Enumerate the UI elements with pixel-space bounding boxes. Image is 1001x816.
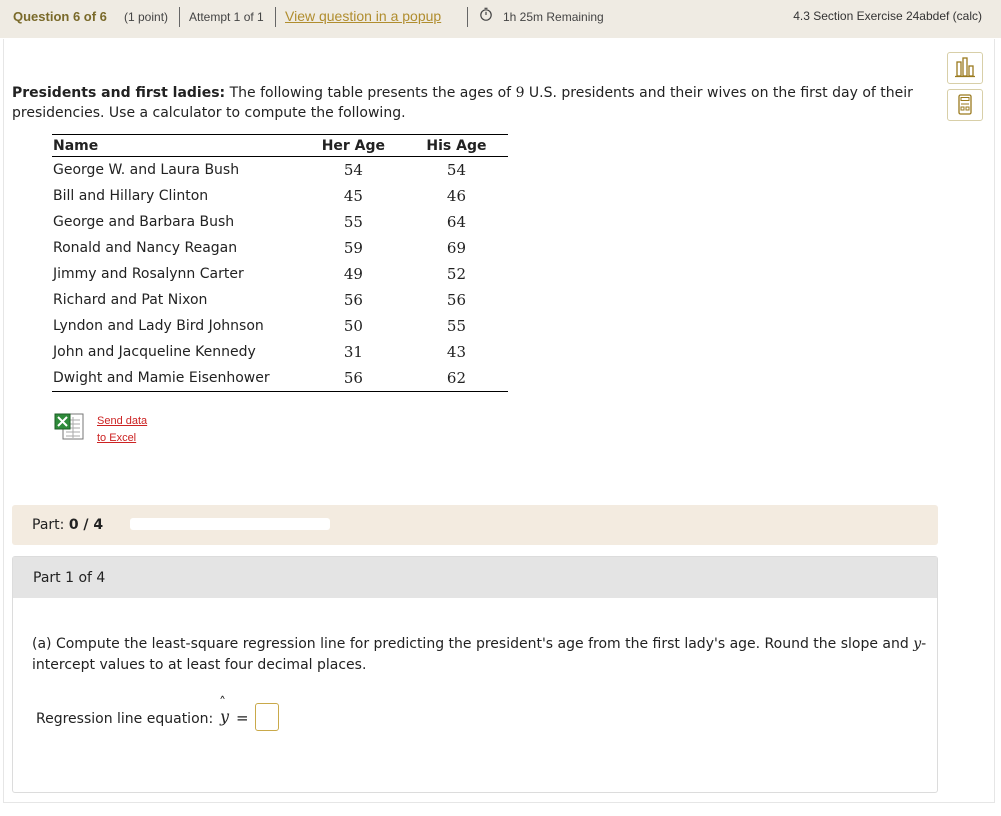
table-row — [52, 261, 508, 287]
attempt-count: Attempt 1 of 1 — [189, 10, 264, 24]
table-body — [52, 157, 508, 392]
cell-her-age: 49 — [343, 265, 363, 283]
cell-name: Dwight and Mamie Eisenhower — [53, 370, 270, 386]
header-divider — [467, 7, 468, 27]
table-row — [52, 365, 508, 392]
column-header-name: Name — [52, 135, 302, 157]
excel-icon[interactable] — [54, 411, 86, 442]
cell-name: George and Barbara Bush — [53, 214, 235, 230]
table-row — [52, 313, 508, 339]
cell-his-age: 43 — [446, 343, 466, 361]
cell-his-age: 64 — [446, 213, 466, 231]
cell-name: Bill and Hillary Clinton — [53, 188, 209, 204]
cell-her-age: 55 — [343, 213, 363, 231]
y-hat: y — [220, 707, 230, 726]
intro-text: The following table presents the ages of — [225, 85, 516, 101]
cell-his-age: 52 — [446, 265, 466, 283]
cell-her-age: 31 — [343, 343, 363, 361]
cell-name: George W. and Laura Bush — [53, 162, 240, 178]
stopwatch-icon — [479, 7, 493, 21]
y-variable: y — [913, 636, 922, 652]
table-row — [52, 287, 508, 313]
cell-name: John and Jacqueline Kennedy — [53, 344, 256, 360]
part-title: Part 1 of 4 — [33, 570, 106, 586]
question-number: Question 6 of 6 — [13, 9, 107, 24]
statistics-tool-button[interactable] — [947, 52, 983, 84]
cell-his-age: 54 — [446, 161, 466, 179]
send-to-excel-link[interactable] — [97, 413, 147, 447]
bar-chart-icon — [948, 53, 982, 83]
calculator-tool-button[interactable] — [947, 89, 983, 121]
excel-link-line[interactable]: to Excel — [97, 432, 137, 444]
part-header — [13, 557, 937, 598]
cell-name: Richard and Pat Nixon — [53, 292, 208, 308]
column-header-his-age: His Age — [405, 135, 508, 157]
cell-her-age: 56 — [343, 291, 363, 309]
cell-her-age: 50 — [343, 317, 363, 335]
cell-name: Lyndon and Lady Bird Johnson — [53, 318, 264, 334]
answer-input[interactable] — [255, 703, 279, 731]
cell-her-age: 56 — [343, 369, 363, 387]
cell-her-age: 54 — [343, 161, 363, 179]
cell-her-age: 45 — [343, 187, 363, 205]
column-header-her-age: Her Age — [302, 135, 405, 157]
question-text: -intercept values to at least four decimal places. — [32, 636, 927, 673]
table-row — [52, 183, 508, 209]
equals-sign: = — [236, 709, 249, 727]
table-row — [52, 235, 508, 261]
ages-table — [52, 134, 508, 392]
header-divider — [275, 7, 276, 27]
table-row — [52, 209, 508, 235]
part-progress-text: Part: — [32, 517, 65, 533]
part-progress-label — [32, 517, 103, 533]
question-points: (1 point) — [124, 10, 169, 24]
progress-track — [130, 518, 330, 530]
equation-label: Regression line equation: — [36, 711, 214, 727]
cell-his-age: 55 — [446, 317, 466, 335]
time-remaining: 1h 25m Remaining — [503, 10, 604, 24]
part-question — [32, 634, 927, 676]
cell-her-age: 59 — [343, 239, 363, 257]
section-title: 4.3 Section Exercise 24abdef (calc) — [793, 9, 982, 23]
intro-count: 9 — [515, 85, 525, 101]
question-text: (a) Compute the least-square regression line for predicting the president's age from the first lady's age. Round the slope and — [32, 636, 914, 652]
excel-link-line[interactable]: Send data — [97, 415, 148, 427]
cell-his-age: 62 — [446, 369, 466, 387]
part-panel — [12, 556, 938, 793]
intro-lead: Presidents and first ladies: — [12, 85, 226, 101]
intro-text: U.S. presidents and their wives on the first day of their presidencies. Use a calculator to compute the following. — [12, 85, 913, 121]
table-row — [52, 339, 508, 365]
cell-his-age: 69 — [446, 239, 466, 257]
part-progress-bar — [12, 505, 938, 545]
question-header — [0, 0, 1001, 38]
view-popup-link[interactable]: View question in a popup — [285, 8, 442, 24]
cell-his-age: 56 — [446, 291, 466, 309]
table-row — [52, 157, 508, 184]
problem-intro — [12, 83, 932, 123]
header-divider — [179, 7, 180, 27]
table-header-row — [52, 135, 508, 157]
part-progress-value: 0 / 4 — [68, 517, 104, 533]
cell-name: Jimmy and Rosalynn Carter — [53, 266, 244, 282]
calculator-icon — [948, 90, 982, 120]
cell-name: Ronald and Nancy Reagan — [53, 240, 238, 256]
hat-icon: ˄ — [219, 695, 226, 711]
cell-his-age: 46 — [446, 187, 466, 205]
